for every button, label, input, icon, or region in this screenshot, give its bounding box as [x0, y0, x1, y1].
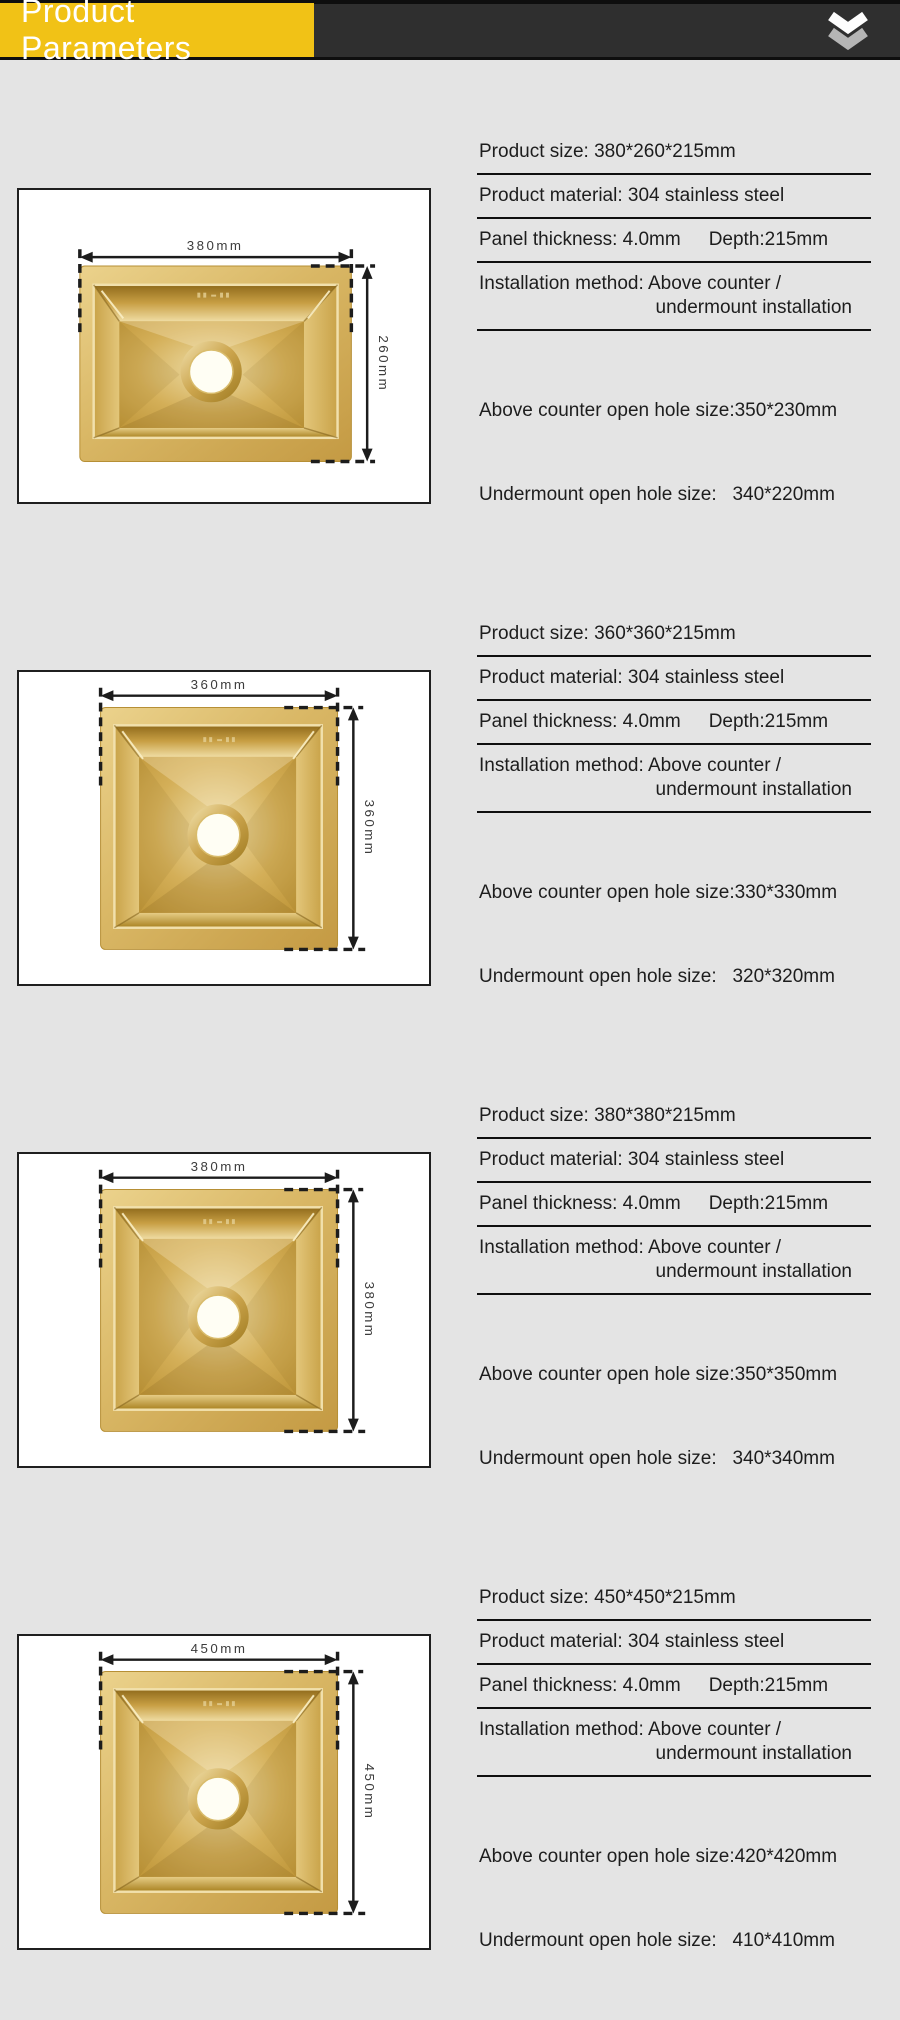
panel-thickness-value: Panel thickness: 4.0mm: [479, 229, 681, 250]
depth-value: Depth:215mm: [708, 1675, 829, 1696]
product-diagram-box-4: [17, 1634, 431, 1950]
depth-value: Depth:215mm: [708, 1193, 829, 1214]
width-dimension-label: 360mm: [190, 676, 248, 692]
height-dimension-label: 360mm: [362, 799, 378, 856]
width-dimension-label: 380mm: [186, 237, 244, 253]
installation-line-1: Installation method: Above counter /: [479, 1719, 782, 1740]
installation-line-2: undermount installation: [655, 779, 852, 800]
sink-diagram-380x260: [19, 190, 429, 502]
installation-line-1: Installation method: Above counter /: [479, 1237, 782, 1258]
depth-value: Depth:215mm: [708, 711, 829, 732]
installation-method-row: [477, 1709, 871, 1777]
product-size-row: Product size: 360*360*215mm: [477, 613, 871, 657]
undermount-hole-row: Undermount open hole size: 410*410mm: [479, 1930, 835, 1951]
product-section-4: [17, 1563, 900, 2020]
product-parameters-list: [0, 117, 900, 2020]
spec-list-3: [477, 1095, 871, 1538]
width-dimension-label: 450mm: [190, 1640, 248, 1656]
undermount-hole-row: Undermount open hole size: 340*340mm: [479, 1448, 835, 1469]
product-diagram-box-1: [17, 188, 431, 504]
open-hole-rows: [477, 1295, 871, 1538]
installation-line-1: Installation method: Above counter /: [479, 273, 782, 294]
open-hole-rows: [477, 813, 871, 1056]
product-section-1: [17, 117, 900, 574]
installation-method-row: [477, 1227, 871, 1295]
thickness-depth-row: [477, 1183, 871, 1227]
product-material-row: Product material: 304 stainless steel: [477, 657, 871, 701]
panel-thickness-value: Panel thickness: 4.0mm: [479, 1193, 681, 1214]
panel-thickness-value: Panel thickness: 4.0mm: [479, 711, 681, 732]
sink-diagram-360x360: [19, 672, 429, 984]
spec-list-4: [477, 1577, 871, 2020]
width-dimension-label: 380mm: [190, 1158, 248, 1174]
double-chevron-down-icon: [824, 11, 872, 51]
spec-list-1: [477, 131, 871, 574]
thickness-depth-row: [477, 1665, 871, 1709]
product-material-row: Product material: 304 stainless steel: [477, 1139, 871, 1183]
open-hole-rows: [477, 1777, 871, 2020]
above-counter-hole-row: Above counter open hole size:330*330mm: [479, 882, 838, 903]
undermount-hole-row: Undermount open hole size: 340*220mm: [479, 484, 835, 505]
above-counter-hole-row: Above counter open hole size:350*350mm: [479, 1364, 838, 1385]
panel-thickness-value: Panel thickness: 4.0mm: [479, 1675, 681, 1696]
installation-line-2: undermount installation: [655, 1743, 852, 1764]
height-dimension-label: 380mm: [362, 1281, 378, 1338]
product-material-row: Product material: 304 stainless steel: [477, 1621, 871, 1665]
undermount-hole-row: Undermount open hole size: 320*320mm: [479, 966, 835, 987]
thickness-depth-row: [477, 219, 871, 263]
installation-method-row: [477, 745, 871, 813]
sink-diagram-450x450: [19, 1636, 429, 1948]
header-banner: [0, 0, 900, 66]
product-size-row: Product size: 380*260*215mm: [477, 131, 871, 175]
depth-value: Depth:215mm: [708, 229, 829, 250]
height-dimension-label: 260mm: [376, 334, 392, 392]
sink-diagram-380x380: [19, 1154, 429, 1466]
title-banner: [0, 0, 314, 66]
spec-list-2: [477, 613, 871, 1056]
installation-method-row: [477, 263, 871, 331]
product-diagram-box-3: [17, 1152, 431, 1468]
product-diagram-box-2: [17, 670, 431, 986]
installation-line-2: undermount installation: [655, 1261, 852, 1282]
open-hole-rows: [477, 331, 871, 574]
header-bar: [314, 4, 900, 57]
product-size-row: Product size: 450*450*215mm: [477, 1577, 871, 1621]
collapse-button[interactable]: [824, 11, 872, 51]
page-title: Product Parameters: [21, 0, 192, 66]
installation-line-2: undermount installation: [655, 297, 852, 318]
product-material-row: Product material: 304 stainless steel: [477, 175, 871, 219]
product-section-2: [17, 599, 900, 1056]
product-section-3: [17, 1081, 900, 1538]
height-dimension-label: 450mm: [362, 1763, 378, 1820]
above-counter-hole-row: Above counter open hole size:350*230mm: [479, 400, 838, 421]
thickness-depth-row: [477, 701, 871, 745]
product-size-row: Product size: 380*380*215mm: [477, 1095, 871, 1139]
installation-line-1: Installation method: Above counter /: [479, 755, 782, 776]
above-counter-hole-row: Above counter open hole size:420*420mm: [479, 1846, 838, 1867]
